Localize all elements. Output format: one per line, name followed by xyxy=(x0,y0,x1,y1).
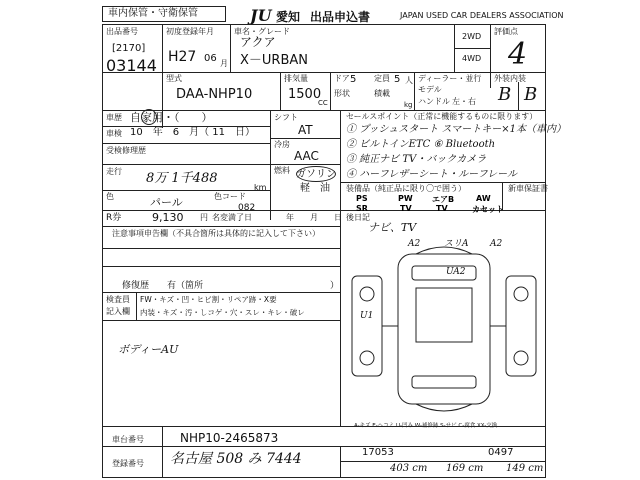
color-value: パール xyxy=(150,196,183,209)
body-note: ボディーAU xyxy=(118,343,179,356)
displacement-unit: CC xyxy=(318,99,328,107)
equip-sr: SR xyxy=(356,204,368,213)
right-side-outline xyxy=(506,276,536,376)
use-value: 自家用・（ ） xyxy=(130,111,213,124)
diagram-label-scratch: スリA xyxy=(444,239,469,249)
mileage-label: 走行 xyxy=(106,167,122,176)
branch-name: 愛知 xyxy=(276,10,301,24)
fuel-diesel: 軽 油 xyxy=(300,183,330,194)
rear-window xyxy=(412,376,476,388)
model-name: アクア xyxy=(240,35,276,49)
color-label: 色 xyxy=(106,192,114,201)
ju-logo: JU xyxy=(250,6,272,25)
sales-point-3: ③ 純正ナビ TV・バックカメラ xyxy=(346,154,487,165)
equip-tv-2: TV xyxy=(436,204,448,213)
shift-value: AT xyxy=(298,123,313,137)
capacity-label: 定員 xyxy=(374,74,390,83)
left-rear-wheel xyxy=(360,351,374,365)
rear-bumper xyxy=(416,404,472,411)
sales-point-1: ① プッシュスタート スマートキー×1本（車内） xyxy=(346,124,566,135)
dims-id-1: 17053 xyxy=(362,447,394,458)
inspector-line-1: FW・キズ・凹・ヒビ割・リペア跡・X要 xyxy=(140,295,277,304)
chassis-label: 車台番号 xyxy=(112,435,144,444)
dims-id-2: 0497 xyxy=(488,447,514,458)
diagram-label-a2-left: A2 xyxy=(408,239,421,249)
right-front-wheel xyxy=(514,287,528,301)
drive-2wd: 2WD xyxy=(462,32,482,41)
recycle-unit: 円 xyxy=(200,213,208,222)
type-value: DAA-NHP10 xyxy=(176,87,253,102)
chassis-value: NHP10-2465873 xyxy=(180,431,279,445)
dims-height: 149 cm xyxy=(506,463,544,474)
ac-value: AAC xyxy=(294,149,319,163)
fuel-gasoline: ガソリン xyxy=(296,169,336,180)
left-front-wheel xyxy=(360,287,374,301)
score-label: 外装内装 xyxy=(494,74,526,83)
lot-number: 03144 xyxy=(106,56,157,75)
plate-value: 名古屋 508 み 7444 xyxy=(170,451,302,467)
capacity-unit: 人 xyxy=(405,76,413,85)
dims-length: 403 cm xyxy=(390,463,428,474)
equipment-label: 装備品（純正品に限り〇で囲う） xyxy=(346,184,466,193)
first-reg-month: 06 xyxy=(204,53,217,64)
recycle-label: R券 xyxy=(106,213,122,223)
left-side-outline xyxy=(352,276,382,376)
fuel-circle-mark xyxy=(296,166,336,182)
use-circle-mark xyxy=(141,109,157,125)
fuel-label: 燃料 xyxy=(274,166,290,175)
handle-options: 左・右 xyxy=(452,97,476,106)
color-code-label: 色コード xyxy=(214,192,246,201)
diagram-label-roof: UA2 xyxy=(446,267,466,277)
lot-label: 出品番号 xyxy=(106,27,138,36)
shift-label: シフト xyxy=(274,113,298,122)
name-change-tail: 年 月 日 xyxy=(286,213,342,222)
equip-airbag: エアB xyxy=(432,195,455,204)
equip-ps: PS xyxy=(356,194,368,203)
equip-aw: AW xyxy=(476,194,491,203)
lot-code: [2170] xyxy=(112,43,146,54)
diagram-label-side: U1 xyxy=(360,311,374,321)
plate-label: 登録番号 xyxy=(112,459,144,468)
doors-label: ドア xyxy=(334,74,350,83)
form-title: 出品申込書 xyxy=(310,10,371,24)
car-damage-diagram xyxy=(346,236,542,422)
mileage-unit: km xyxy=(254,183,267,192)
after-label: 後日記 xyxy=(346,213,370,222)
windshield xyxy=(412,266,476,280)
roof xyxy=(416,288,472,342)
mileage-value: 8万 1千488 xyxy=(146,171,218,186)
inspection-label: 車検 xyxy=(106,129,122,138)
displacement-value: 1500 xyxy=(288,87,322,102)
inspector-line-2: 内装・キズ・汚・しコゲ・穴・スレ・キレ・破レ xyxy=(140,308,305,317)
dims-width: 169 cm xyxy=(446,463,484,474)
sales-point-2: ② ビルトインETC ⑥ Bluetooth xyxy=(346,139,496,150)
color-code: 082 xyxy=(238,203,256,213)
damage-legend: A-キズ E-ヘコミ U-凹み W-補修跡 S-サビ C-腐食 XX-交換 xyxy=(354,423,498,429)
recycle-value: 9,130 xyxy=(152,211,184,224)
grade-label: 評価点 xyxy=(494,27,518,36)
grade-value: 4 xyxy=(508,37,528,72)
ac-label: 冷房 xyxy=(274,140,290,149)
dealer-label: ディーラー・並行 xyxy=(418,74,482,83)
diagram-label-a2-right: A2 xyxy=(490,239,503,249)
load-unit: kg xyxy=(404,101,413,109)
notes-label: 注意事項申告欄（不具合箇所は具体的に記入して下さい） xyxy=(112,229,320,238)
capacity-value: 5 xyxy=(394,74,401,85)
history-label: 受検修理歴 xyxy=(106,146,146,155)
sales-points-label: セールスポイント（正常に機能するものに限ります） xyxy=(346,112,538,121)
first-reg-label: 初度登録年月 xyxy=(166,27,214,36)
shape-label: 形状 xyxy=(334,89,350,98)
first-reg-month-unit: 月 xyxy=(220,59,228,68)
type-label: 型式 xyxy=(166,74,182,83)
equip-tv: TV xyxy=(400,204,412,213)
inspection-value: 10 年 6 月（ 11 日） xyxy=(130,127,255,138)
sales-point-4: ④ ハーフレザーシート・ルーフレール xyxy=(346,169,517,180)
name-change-label: 名変満了日 xyxy=(212,213,252,222)
model-grade: X－URBAN xyxy=(240,53,308,68)
model-label: 車名・グレード xyxy=(234,27,290,36)
equip-pw: PW xyxy=(398,194,413,203)
after-text: ナビ、TV xyxy=(368,221,417,234)
handle-label: ハンドル xyxy=(418,97,450,106)
first-reg-year: H27 xyxy=(168,49,197,65)
inspector-label-2: 記入欄 xyxy=(106,307,130,316)
inspector-label-1: 検査員 xyxy=(106,295,130,304)
warranty-label: 新車保証書 xyxy=(508,184,548,193)
drive-4wd: 4WD xyxy=(462,54,482,63)
repair-history-tail: ） xyxy=(330,281,340,291)
score-interior: B xyxy=(524,84,538,105)
equip-cassette: カセット xyxy=(472,205,504,214)
right-rear-wheel xyxy=(514,351,528,365)
model-year-label: モデル xyxy=(418,85,442,94)
displacement-label: 排気量 xyxy=(284,74,308,83)
doors-value: 5 xyxy=(350,74,357,85)
use-label: 車歴 xyxy=(106,113,122,122)
load-label: 積載 xyxy=(374,89,390,98)
score-exterior: B xyxy=(498,84,512,105)
association-name: JAPAN USED CAR DEALERS ASSOCIATION xyxy=(400,11,564,20)
repair-history: 修復歴 有（箇所 xyxy=(122,281,204,291)
storage-stamp-text: 車内保管・守衛保管 xyxy=(108,8,198,19)
